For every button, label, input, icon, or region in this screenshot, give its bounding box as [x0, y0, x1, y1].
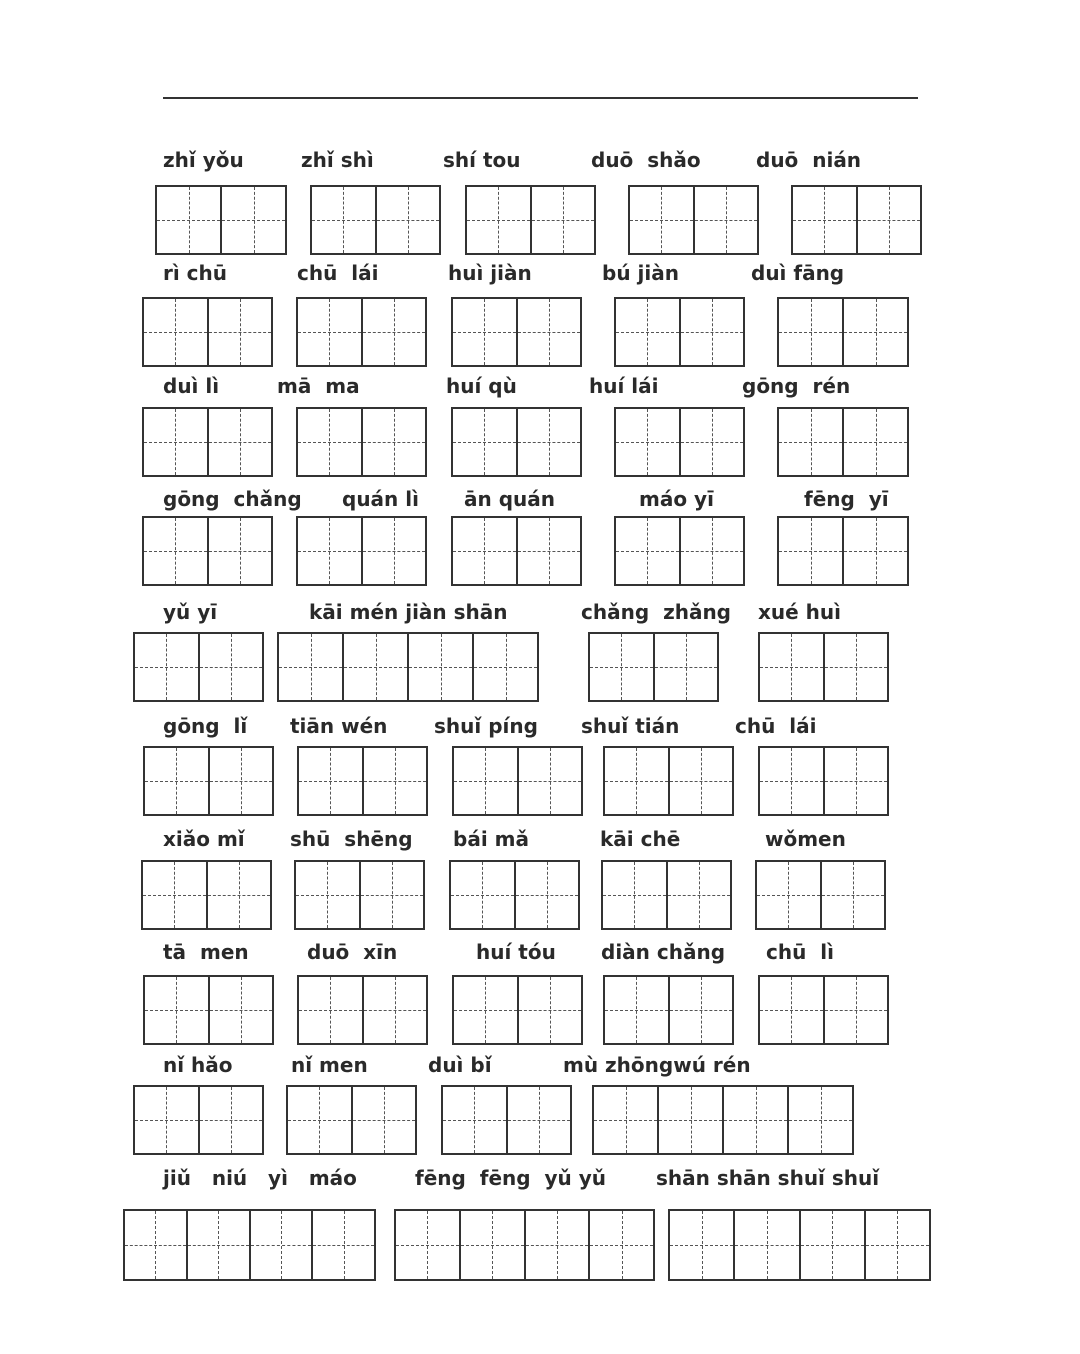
writing-cell[interactable]	[588, 1211, 653, 1279]
tianzige-grid[interactable]	[296, 516, 427, 586]
writing-cell[interactable]	[375, 187, 440, 253]
tianzige-grid[interactable]	[133, 632, 264, 702]
pinyin-label: mā ma	[277, 374, 360, 398]
writing-cell[interactable]	[361, 518, 426, 584]
writing-cell[interactable]	[653, 634, 718, 700]
tianzige-grid[interactable]	[143, 975, 274, 1045]
pinyin-label: shān shān shuǐ shuǐ	[656, 1166, 880, 1190]
tianzige-grid[interactable]	[755, 860, 886, 930]
writing-cell[interactable]	[733, 1211, 798, 1279]
pinyin-label: chū lái	[735, 714, 817, 738]
pinyin-label: duì fāng	[751, 261, 845, 285]
tianzige-grid[interactable]	[394, 1209, 655, 1281]
writing-cell[interactable]	[342, 634, 407, 700]
writing-cell[interactable]	[157, 187, 220, 253]
tianzige-grid[interactable]	[758, 975, 889, 1045]
tianzige-grid[interactable]	[123, 1209, 376, 1281]
pinyin-label: chū lì	[766, 940, 834, 964]
writing-cell[interactable]	[198, 1087, 263, 1153]
writing-cell[interactable]	[679, 518, 744, 584]
writing-cell[interactable]	[864, 1211, 929, 1279]
writing-cell[interactable]	[842, 409, 907, 475]
writing-cell[interactable]	[396, 1211, 459, 1279]
writing-cell[interactable]	[820, 862, 885, 928]
pinyin-label: xiǎo mǐ	[163, 827, 245, 851]
writing-cell[interactable]	[407, 634, 472, 700]
tianzige-grid[interactable]	[601, 860, 732, 930]
tianzige-grid[interactable]	[777, 297, 909, 367]
pinyin-label: gōng chǎng	[163, 487, 302, 511]
writing-cell[interactable]	[125, 1211, 186, 1279]
tianzige-grid[interactable]	[777, 407, 909, 477]
writing-cell[interactable]	[206, 862, 271, 928]
pinyin-label: zhǐ yǒu	[163, 148, 244, 172]
writing-cell[interactable]	[799, 1211, 864, 1279]
tianzige-grid[interactable]	[465, 185, 596, 255]
writing-cell[interactable]	[530, 187, 595, 253]
tianzige-grid[interactable]	[286, 1085, 417, 1155]
writing-cell[interactable]	[779, 299, 842, 365]
pinyin-label: wǒmen	[765, 827, 846, 851]
writing-cell[interactable]	[312, 187, 375, 253]
tianzige-grid[interactable]	[603, 975, 734, 1045]
tianzige-grid[interactable]	[441, 1085, 572, 1155]
writing-cell[interactable]	[823, 634, 888, 700]
pinyin-label: ān quán	[464, 487, 555, 511]
writing-cell[interactable]	[135, 634, 198, 700]
tianzige-grid[interactable]	[141, 860, 272, 930]
writing-cell[interactable]	[517, 977, 582, 1043]
pinyin-label: kāi chē	[600, 827, 681, 851]
pinyin-label: rì chū	[163, 261, 228, 285]
writing-cell[interactable]	[454, 748, 517, 814]
tianzige-grid[interactable]	[451, 516, 582, 586]
writing-cell[interactable]	[760, 634, 823, 700]
writing-cell[interactable]	[351, 1087, 416, 1153]
writing-cell[interactable]	[454, 977, 517, 1043]
tianzige-grid[interactable]	[297, 975, 428, 1045]
tianzige-grid[interactable]	[628, 185, 759, 255]
writing-cell[interactable]	[362, 977, 427, 1043]
writing-cell[interactable]	[144, 299, 207, 365]
writing-cell[interactable]	[605, 977, 668, 1043]
writing-cell[interactable]	[144, 409, 207, 475]
pinyin-label: fēng fēng yǔ yǔ	[415, 1166, 607, 1190]
writing-cell[interactable]	[605, 748, 668, 814]
pinyin-label: máo yī	[639, 487, 714, 511]
writing-cell[interactable]	[362, 748, 427, 814]
pinyin-label: shuǐ tián	[581, 714, 680, 738]
writing-cell[interactable]	[594, 1087, 657, 1153]
writing-cell[interactable]	[143, 862, 206, 928]
writing-cell[interactable]	[145, 977, 208, 1043]
pinyin-label: gōng rén	[742, 374, 851, 398]
tianzige-grid[interactable]	[758, 632, 889, 702]
pinyin-label: xué huì	[758, 600, 841, 624]
tianzige-grid[interactable]	[451, 297, 582, 367]
writing-cell[interactable]	[524, 1211, 589, 1279]
tianzige-grid[interactable]	[449, 860, 580, 930]
pinyin-label: shuǐ píng	[434, 714, 538, 738]
pinyin-label: bái mǎ	[453, 827, 529, 851]
writing-cell[interactable]	[299, 977, 362, 1043]
writing-cell[interactable]	[186, 1211, 249, 1279]
tianzige-grid[interactable]	[143, 746, 274, 816]
pinyin-label: quán lì	[342, 487, 419, 511]
writing-cell[interactable]	[361, 409, 426, 475]
tianzige-grid[interactable]	[777, 516, 909, 586]
writing-cell[interactable]	[296, 862, 359, 928]
writing-cell[interactable]	[279, 634, 342, 700]
tianzige-grid[interactable]	[668, 1209, 931, 1281]
writing-cell[interactable]	[668, 748, 733, 814]
writing-cell[interactable]	[207, 299, 272, 365]
pinyin-label: duō xīn	[307, 940, 398, 964]
writing-cell[interactable]	[616, 299, 679, 365]
writing-cell[interactable]	[516, 409, 581, 475]
pinyin-label: duō shǎo	[591, 148, 701, 172]
pinyin-label: fēng yī	[804, 487, 889, 511]
pinyin-label: bú jiàn	[602, 261, 679, 285]
tianzige-grid[interactable]	[133, 1085, 264, 1155]
writing-cell[interactable]	[207, 409, 272, 475]
writing-cell[interactable]	[299, 748, 362, 814]
writing-cell[interactable]	[616, 518, 679, 584]
writing-cell[interactable]	[757, 862, 820, 928]
tianzige-grid[interactable]	[155, 185, 287, 255]
writing-cell[interactable]	[603, 862, 666, 928]
tianzige-grid[interactable]	[614, 516, 745, 586]
tianzige-grid[interactable]	[296, 407, 427, 477]
tianzige-grid[interactable]	[758, 746, 889, 816]
tianzige-grid[interactable]	[142, 297, 273, 367]
pinyin-label: duō nián	[756, 148, 862, 172]
writing-cell[interactable]	[208, 748, 273, 814]
tianzige-grid[interactable]	[142, 516, 273, 586]
writing-cell[interactable]	[207, 518, 272, 584]
writing-cell[interactable]	[616, 409, 679, 475]
writing-cell[interactable]	[679, 409, 744, 475]
tianzige-grid[interactable]	[277, 632, 539, 702]
writing-cell[interactable]	[516, 299, 581, 365]
pinyin-label: chǎng zhǎng	[581, 600, 731, 624]
writing-cell[interactable]	[679, 299, 744, 365]
writing-cell[interactable]	[657, 1087, 722, 1153]
writing-cell[interactable]	[249, 1211, 312, 1279]
writing-cell[interactable]	[668, 977, 733, 1043]
writing-cell[interactable]	[670, 1211, 733, 1279]
pinyin-label: shū shēng	[290, 827, 413, 851]
writing-cell[interactable]	[506, 1087, 571, 1153]
tianzige-grid[interactable]	[296, 297, 427, 367]
pinyin-label: tiān wén	[290, 714, 388, 738]
writing-cell[interactable]	[793, 187, 856, 253]
writing-cell[interactable]	[823, 977, 888, 1043]
writing-cell[interactable]	[298, 409, 361, 475]
pinyin-label: shí tou	[443, 148, 521, 172]
tianzige-grid[interactable]	[614, 297, 745, 367]
writing-cell[interactable]	[453, 518, 516, 584]
writing-cell[interactable]	[472, 634, 537, 700]
writing-cell[interactable]	[359, 862, 424, 928]
writing-cell[interactable]	[630, 187, 693, 253]
writing-cell[interactable]	[842, 299, 907, 365]
writing-cell[interactable]	[198, 634, 263, 700]
tianzige-grid[interactable]	[297, 746, 428, 816]
pinyin-label: diàn chǎng	[601, 940, 726, 964]
writing-cell[interactable]	[145, 748, 208, 814]
tianzige-grid[interactable]	[310, 185, 441, 255]
writing-cell[interactable]	[453, 299, 516, 365]
writing-cell[interactable]	[760, 977, 823, 1043]
writing-cell[interactable]	[220, 187, 285, 253]
writing-cell[interactable]	[311, 1211, 374, 1279]
writing-cell[interactable]	[856, 187, 921, 253]
writing-cell[interactable]	[760, 748, 823, 814]
writing-cell[interactable]	[514, 862, 579, 928]
writing-cell[interactable]	[842, 518, 907, 584]
writing-cell[interactable]	[208, 977, 273, 1043]
top-rule	[163, 97, 918, 99]
tianzige-grid[interactable]	[791, 185, 922, 255]
pinyin-label: huí lái	[589, 374, 659, 398]
pinyin-label: huí tóu	[476, 940, 556, 964]
writing-cell[interactable]	[693, 187, 758, 253]
pinyin-label: jiǔ niú yì máo	[163, 1166, 357, 1190]
tianzige-grid[interactable]	[294, 860, 425, 930]
pinyin-label: nǐ hǎo	[163, 1053, 233, 1077]
writing-cell[interactable]	[288, 1087, 351, 1153]
tianzige-grid[interactable]	[592, 1085, 854, 1155]
writing-cell[interactable]	[144, 518, 207, 584]
writing-cell[interactable]	[779, 409, 842, 475]
pinyin-label: tā men	[163, 940, 249, 964]
tianzige-grid[interactable]	[603, 746, 734, 816]
pinyin-label: yǔ yī	[163, 600, 218, 624]
writing-cell[interactable]	[787, 1087, 852, 1153]
writing-cell[interactable]	[135, 1087, 198, 1153]
writing-cell[interactable]	[453, 409, 516, 475]
writing-cell[interactable]	[298, 299, 361, 365]
writing-cell[interactable]	[451, 862, 514, 928]
writing-cell[interactable]	[823, 748, 888, 814]
pinyin-label: duì lì	[163, 374, 220, 398]
pinyin-label: chū lái	[297, 261, 379, 285]
writing-cell[interactable]	[459, 1211, 524, 1279]
writing-cell[interactable]	[516, 518, 581, 584]
writing-cell[interactable]	[590, 634, 653, 700]
writing-cell[interactable]	[298, 518, 361, 584]
writing-cell[interactable]	[779, 518, 842, 584]
tianzige-grid[interactable]	[142, 407, 273, 477]
pinyin-label: huì jiàn	[448, 261, 532, 285]
tianzige-grid[interactable]	[614, 407, 745, 477]
pinyin-label: mù zhōngwú rén	[563, 1053, 751, 1077]
pinyin-label: duì bǐ	[428, 1053, 492, 1077]
pinyin-label: kāi mén jiàn shān	[309, 600, 508, 624]
writing-cell[interactable]	[517, 748, 582, 814]
pinyin-label: zhǐ shì	[301, 148, 374, 172]
tianzige-grid[interactable]	[451, 407, 582, 477]
pinyin-label: gōng lǐ	[163, 714, 248, 738]
pinyin-label: nǐ men	[291, 1053, 368, 1077]
writing-cell[interactable]	[666, 862, 731, 928]
tianzige-grid[interactable]	[452, 975, 583, 1045]
writing-cell[interactable]	[467, 187, 530, 253]
writing-cell[interactable]	[722, 1087, 787, 1153]
writing-cell[interactable]	[443, 1087, 506, 1153]
pinyin-label: huí qù	[446, 374, 517, 398]
tianzige-grid[interactable]	[588, 632, 719, 702]
writing-cell[interactable]	[361, 299, 426, 365]
tianzige-grid[interactable]	[452, 746, 583, 816]
